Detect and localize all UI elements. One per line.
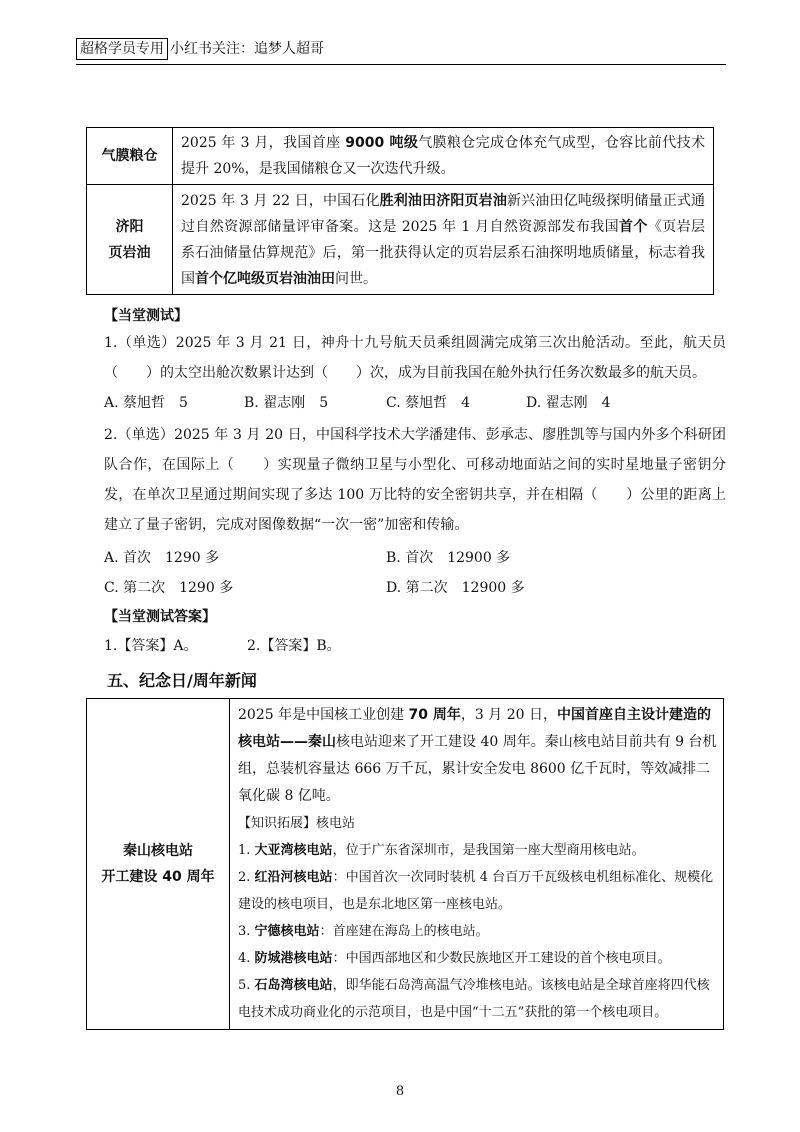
item-desc: ：中国首次一次同时装机 4 台百万千瓦级核电机组标准化、规模化建设的核电项目，也是东北地区第一座核电站。	[238, 870, 714, 912]
test-heading: 【当堂测试】	[104, 308, 188, 324]
header-divider	[76, 64, 726, 65]
anniversary-table	[86, 698, 724, 1030]
item-number: 5.	[238, 978, 255, 993]
item-name: 防城港核电站	[254, 951, 333, 966]
list-item	[238, 918, 717, 945]
item-number: 1.	[238, 843, 255, 858]
answer-2: 2.【答案】B。	[247, 638, 341, 654]
row-key-line: 开工建设 40 周年	[101, 869, 215, 885]
bold-text: 首个亿吨级页岩油油田	[195, 270, 335, 287]
item-name: 宁德核电站	[254, 924, 320, 939]
bold-text: 胜利油田济阳页岩油	[379, 192, 507, 209]
item-desc: ，即华能石岛湾高温气冷堆核电站。该核电站是全球首座将四代核电技术成功商业化的示范项目，也是中国“十二五”获批的第一个核电项目。	[238, 978, 710, 1020]
page-number: 8	[395, 1084, 405, 1099]
row-key	[87, 185, 173, 295]
option: D. 翟志刚 4	[526, 395, 611, 411]
question-1-stem: 1.（单选）2025 年 3 月 21 日，神舟十九号航天员乘组圆满完成第三次出舱活动。至此，航天员（ ）的太空出舱次数累计达到（ ）次，成为目前我国在舱外执行任务次数最多的航天员。	[104, 335, 726, 381]
item-name: 大亚湾核电站	[254, 843, 333, 858]
item-number: 4.	[238, 951, 255, 966]
option: A. 蔡旭哲 5	[104, 395, 188, 411]
list-item	[238, 837, 717, 864]
text: ，3 月 20 日，	[460, 707, 557, 723]
header-note: 小红书关注：追梦人超哥	[170, 41, 324, 57]
text: 新兴油田亿吨级探明储量正式通过自然资源部储量评审备案。这是 2025 年 1 月自然资源部发布我国	[181, 192, 706, 235]
item-number: 3.	[238, 924, 255, 939]
news-table	[86, 127, 714, 295]
row-content	[230, 699, 724, 1030]
section-title: 五、纪念日/周年新闻	[107, 671, 257, 690]
row-key-line: 气膜粮仓	[101, 148, 158, 164]
bold-text: 首个	[619, 218, 648, 235]
row-content	[173, 128, 714, 185]
option: D. 第二次 12900 多	[386, 580, 525, 596]
text: 问世。	[335, 270, 377, 287]
item-name: 红沿河核电站	[254, 870, 333, 885]
header-tag: 超格学员专用	[76, 38, 168, 60]
extension-list	[238, 837, 717, 1026]
text: 2025 年是中国核工业创建	[238, 707, 409, 723]
list-item	[238, 864, 717, 918]
question-1-options	[104, 392, 726, 412]
list-item	[238, 945, 717, 972]
table-row	[87, 185, 714, 295]
text: 2025 年 3 月，我国首座	[181, 135, 346, 151]
item-desc: ：首座建在海岛上的核电站。	[319, 924, 489, 939]
item-desc: ，位于广东省深圳市，是我国第一座大型商用核电站。	[332, 843, 645, 858]
item-number: 2.	[238, 870, 255, 885]
option: A. 首次 1290 多	[104, 550, 220, 566]
option: C. 第二次 1290 多	[104, 580, 234, 596]
text: 气膜粮仓完成仓体充气成型，仓容比前代技术提升 20%，是我国储粮仓又一次迭代升级。	[181, 135, 706, 177]
text: 核电站迎来了开工建设 40 周年。秦山核电站目前共有 9 台机组，总装机容量达 666 万千瓦，累计安全发电 8600 亿千瓦时，等效减排二氧化碳 8 亿吨。	[238, 734, 717, 804]
row-key-line: 济阳	[115, 218, 144, 235]
page-header	[76, 38, 324, 60]
table-row	[87, 699, 724, 1030]
table-row	[87, 128, 714, 185]
bold-text: 中国首座自主设计建造的核电站——秦山	[238, 707, 711, 750]
row-content	[173, 185, 714, 295]
item-desc: ：中国西部地区和少数民族地区开工建设的首个核电项目。	[332, 951, 671, 966]
question-2-stem: 2.（单选）2025 年 3 月 20 日，中国科学技术大学潘建伟、彭承志、廖胜凯等与国内外多个科研团队合作，在国际上（ ）实现量子微纳卫星与小型化、可移动地面站之间的实时星地量子密钥分发，在单次卫星通过期间实现了多达 100 万比特的安全密钥共享，并在相隔（ ）公里的距离上建立了量子密钥，完成对图像数据“一次一密”加密和传输。	[104, 427, 726, 533]
bold-text: 70 周年	[408, 707, 461, 723]
row-key-line: 秦山核电站	[123, 843, 193, 859]
option: C. 蔡旭哲 4	[386, 395, 471, 411]
answer-1: 1.【答案】A。	[104, 638, 198, 654]
option: B. 翟志刚 5	[244, 395, 329, 411]
bold-text: 9000 吨级	[345, 135, 419, 151]
text: 《页岩层系石油储量估算规范》后，第一批获得认定的页岩层系石油探明地质储量，标志着我国	[181, 218, 705, 287]
option: B. 首次 12900 多	[386, 550, 511, 566]
row-key	[87, 699, 230, 1030]
list-item	[238, 972, 717, 1026]
row-key	[87, 128, 173, 185]
item-name: 石岛湾核电站	[254, 978, 333, 993]
text: 2025 年 3 月 22 日，中国石化	[181, 192, 380, 209]
row-key-line: 页岩油	[108, 244, 151, 261]
question-2-options	[104, 547, 726, 603]
answer-heading: 【当堂测试答案】	[104, 609, 216, 625]
extension-heading: 【知识拓展】核电站	[238, 816, 356, 831]
intro-paragraph	[238, 702, 717, 810]
